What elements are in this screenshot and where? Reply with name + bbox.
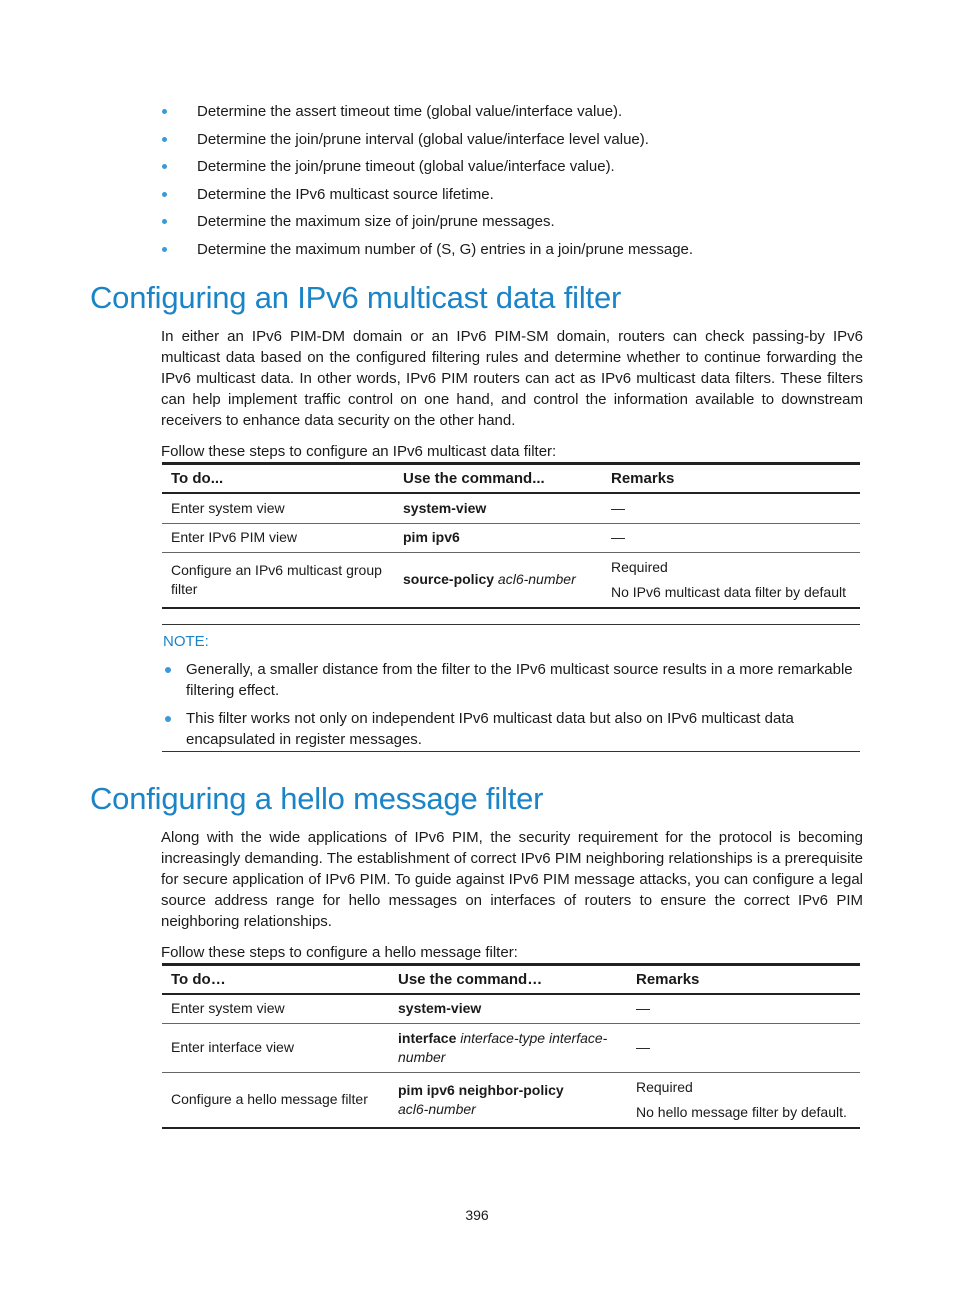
bullet-icon (165, 716, 171, 722)
column-header-remarks: Remarks (636, 971, 700, 988)
table-row (162, 523, 860, 552)
note-item-text: Generally, a smaller distance from the filter to the IPv6 multicast source results in a more remarkable filtering effect. (186, 661, 853, 699)
top-bullet-list (162, 98, 862, 264)
note-item (162, 708, 860, 750)
bullet-icon (162, 164, 167, 169)
list-item-text: Determine the join/prune timeout (global value/interface value). (197, 158, 615, 176)
remark-required: Required (611, 558, 668, 575)
note-item-text: This filter works not only on independent IPv6 multicast data but also on IPv6 multicast data encapsulated in register messages. (186, 710, 794, 748)
todo-cell: Enter system view (162, 994, 389, 1023)
command-keyword: pim ipv6 neighbor-policy (398, 1081, 564, 1098)
command-keyword: system-view (398, 1000, 482, 1017)
command-argument: acl6-number (497, 571, 576, 588)
command-cell (394, 552, 602, 608)
list-item-text: Determine the join/prune interval (global value/interface level value). (197, 130, 649, 148)
list-item (162, 181, 862, 209)
remarks-cell: — (627, 994, 860, 1023)
command-keyword: source-policy (403, 571, 495, 588)
command-cell (389, 1023, 627, 1072)
remarks-cell (627, 1072, 860, 1128)
bullet-icon (162, 137, 167, 142)
command-table-data-filter (162, 462, 860, 609)
command-cell (394, 493, 602, 523)
command-argument: interface-type interface-number (398, 1029, 608, 1065)
note-list (162, 659, 860, 757)
column-header-command: Use the command... (403, 470, 545, 487)
section-paragraph: Along with the wide applications of IPv6 PIM, the security requirement for the protocol is becoming increasingly demanding. The establishment of correct IPv6 PIM neighboring relationships is a prerequisite for secure application of IPv6 PIM. To guide against IPv6 PIM message attacks, you can configure a legal source address range for hello messages on interfaces of routers to ensure the correct IPv6 PIM neighboring relationships. (161, 829, 863, 930)
list-item (162, 236, 862, 264)
command-cell (394, 523, 602, 552)
command-cell (389, 994, 627, 1023)
list-item (162, 126, 862, 154)
table-row (162, 1023, 860, 1072)
note-box (162, 624, 860, 752)
remarks-cell: — (602, 493, 860, 523)
section-heading-hello-filter: Configuring a hello message filter (90, 781, 544, 816)
command-keyword: system-view (403, 499, 487, 516)
todo-cell: Enter IPv6 PIM view (162, 523, 394, 552)
table-row (162, 1072, 860, 1128)
list-item (162, 153, 862, 181)
note-item (162, 659, 860, 701)
bullet-icon (162, 219, 167, 224)
command-keyword: interface (398, 1029, 457, 1046)
list-item-text: Determine the maximum size of join/prune messages. (197, 213, 555, 231)
table-lead-text: Follow these steps to configure a hello message filter: (161, 944, 518, 961)
command-keyword: pim ipv6 (403, 529, 460, 545)
table-row (162, 552, 860, 608)
bullet-icon (162, 192, 167, 197)
column-header-command: Use the command… (398, 971, 543, 988)
note-title: NOTE: (163, 633, 209, 650)
table-header-row (162, 464, 860, 494)
bullet-icon (162, 247, 167, 252)
todo-cell: Enter system view (162, 493, 394, 523)
command-cell (389, 1072, 627, 1128)
bullet-icon (162, 109, 167, 114)
list-item-text: Determine the maximum number of (S, G) entries in a join/prune message. (197, 240, 694, 258)
table-lead-text: Follow these steps to configure an IPv6 multicast data filter: (161, 443, 557, 460)
table-row (162, 493, 860, 523)
column-header-todo: To do... (171, 470, 224, 487)
remark-required: Required (636, 1078, 693, 1095)
column-header-todo: To do… (171, 971, 226, 988)
table-header-row (162, 965, 860, 995)
remark-default: No IPv6 multicast data filter by default (611, 583, 846, 600)
bullet-icon (165, 667, 171, 673)
todo-cell: Configure an IPv6 multicast group filter (162, 552, 394, 608)
page-number: 396 (465, 1207, 489, 1223)
remarks-cell: — (627, 1023, 860, 1072)
todo-cell: Configure a hello message filter (162, 1072, 389, 1128)
command-argument: acl6-number (398, 1100, 476, 1117)
section-paragraph: In either an IPv6 PIM-DM domain or an IPv6 PIM-SM domain, routers can check passing-by IPv6 multicast data based on the configured filtering rules and determine whether to continue forwarding the IPv6 multicast data. In other words, IPv6 PIM routers can act as IPv6 multicast data filters. These filters can help implement traffic control on one hand, and control the information available to downstream receivers to enhance data security on the other hand. (161, 328, 863, 429)
section-heading-data-filter: Configuring an IPv6 multicast data filter (90, 280, 622, 315)
list-item-text: Determine the IPv6 multicast source lifetime. (197, 185, 494, 203)
column-header-remarks: Remarks (611, 470, 675, 487)
remark-default: No hello message filter by default. (636, 1103, 847, 1120)
remarks-cell (602, 552, 860, 608)
remarks-cell: — (602, 523, 860, 552)
list-item (162, 98, 862, 126)
command-table-hello-filter (162, 963, 860, 1129)
todo-cell: Enter interface view (162, 1023, 389, 1072)
list-item-text: Determine the assert timeout time (global value/interface value). (197, 103, 623, 120)
list-item (162, 208, 862, 236)
table-row (162, 994, 860, 1023)
